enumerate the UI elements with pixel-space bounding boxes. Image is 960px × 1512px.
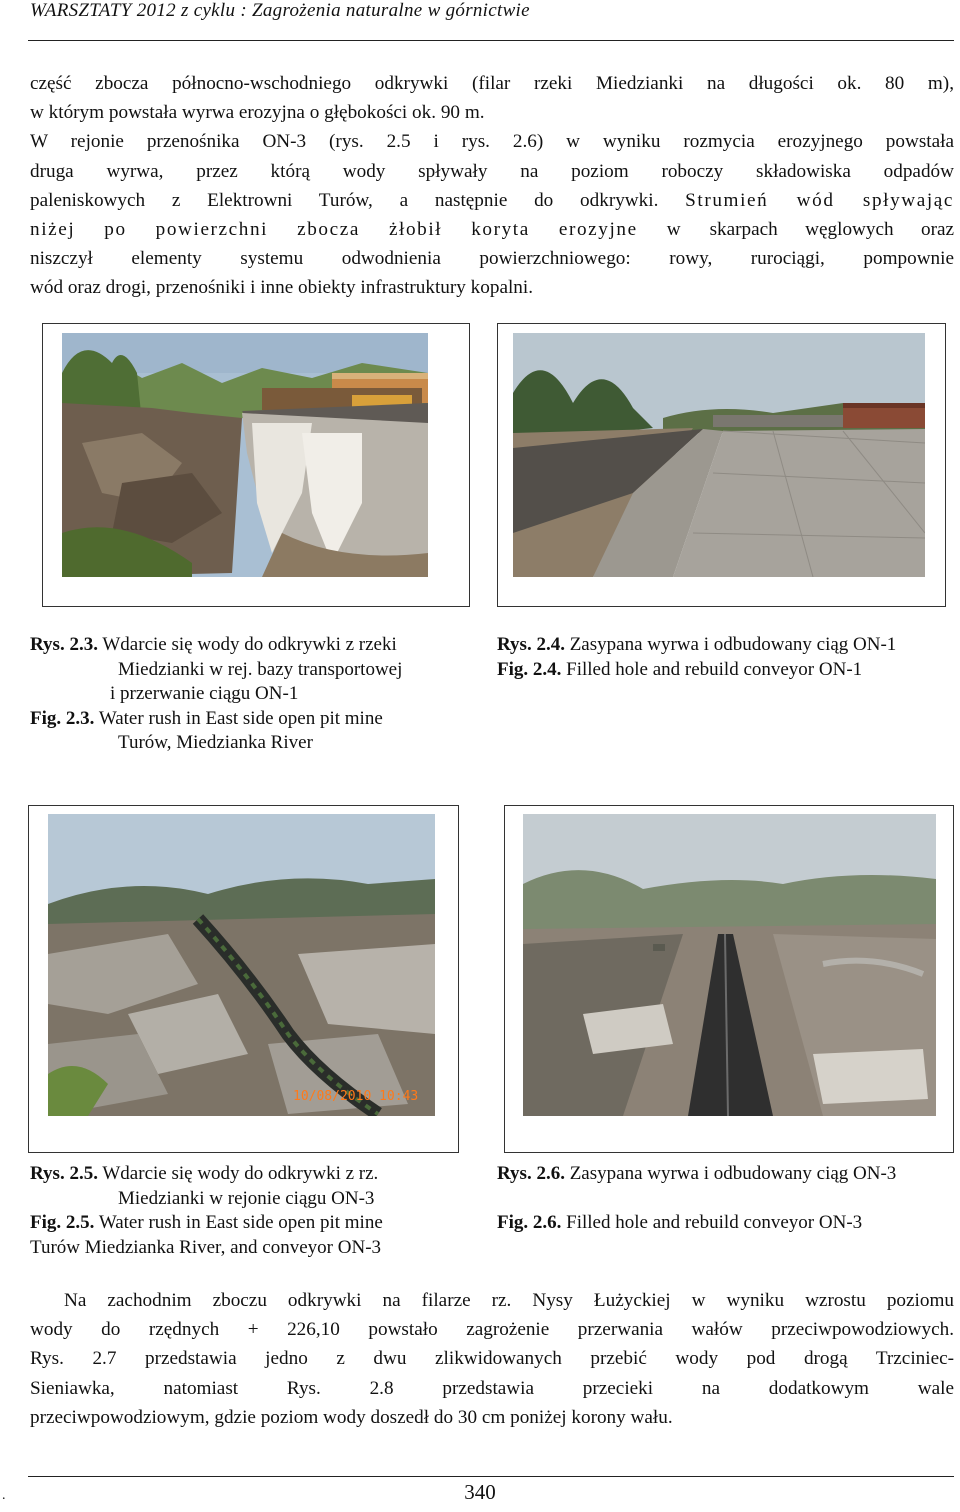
caption-label: Rys. 2.4.: [497, 634, 565, 655]
caption-fig-2-3: [30, 633, 470, 756]
caption-text: Filled hole and rebuild conveyor ON-1: [566, 658, 863, 680]
header-divider: [28, 40, 954, 41]
corner-mark: .: [2, 1488, 6, 1503]
caption-fig-2-6: [497, 1162, 957, 1236]
caption-text: Zasypana wyrwa i odbudowany ciąg ON-1: [569, 634, 897, 655]
caption-text: Filled hole and rebuild conveyor ON-3: [566, 1212, 863, 1233]
caption-text: Miedzianki w rej. bazy transportowej: [118, 658, 403, 680]
intro-line: w którym powstała wyrwa erozyjna o głębokości ok. 90 m.: [30, 102, 485, 124]
intro-line: druga wyrwa, przez którą wody spływały na poziom roboczy składowiska odpadów: [30, 160, 954, 182]
closing-line: Na zachodnim zboczu odkrywki na filarze rz. Nysy Łużyckiej w wyniku wzrostu poziomu: [64, 1290, 954, 1311]
closing-line: Sieniawka, natomiast Rys. 2.8 przedstawia przecieki na dodatkowym wale: [30, 1377, 954, 1399]
intro-line: wód oraz drogi, przenośniki i inne obiekty infrastruktury kopalni.: [30, 277, 534, 299]
intro-line: niszczył elementy systemu odwodnienia powierzchniowego: rowy, rurociągi, pompownie: [30, 248, 954, 270]
running-header: WARSZTATY 2012 z cyklu : Zagrożenia naturalne w górnictwie: [30, 0, 530, 21]
caption-label: Fig. 2.3.: [30, 707, 95, 729]
caption-text: Wdarcie się wody do odkrywki z rz.: [102, 1163, 379, 1184]
intro-line: [30, 215, 954, 244]
intro-text-spaced: niżej po powierzchni zbocza żłobił koryta erozyjne w: [30, 219, 683, 241]
caption-text: Turów, Miedzianka River: [118, 732, 313, 753]
closing-paragraph: [30, 1286, 954, 1432]
footer-divider: [28, 1476, 954, 1477]
intro-line: [30, 186, 954, 215]
caption-label: Rys. 2.6.: [497, 1163, 565, 1184]
caption-label: Fig. 2.6.: [497, 1212, 562, 1233]
intro-line: W rejonie przenośnika ON-3 (rys. 2.5 i rys. 2.6) w wyniku rozmycia erozyjnego powstała: [30, 131, 954, 153]
closing-line: Rys. 2.7 przedstawia jedno z dwu zlikwidowanych przebić wody pod drogą Trzciniec-: [30, 1348, 954, 1370]
photo-rebuilt-conveyor-on1: [513, 333, 925, 577]
caption-fig-2-4: [497, 633, 957, 682]
closing-line: wody do rzędnych + 226,10 powstało zagrożenie przerwania wałów przeciwpowodziowych.: [30, 1319, 954, 1341]
intro-text: skarpach węglowych oraz: [709, 219, 955, 241]
caption-text: Miedzianki w rejonie ciągu ON-3: [118, 1187, 375, 1209]
caption-label: Fig. 2.5.: [30, 1212, 95, 1233]
intro-paragraph: [30, 69, 954, 303]
photo-timestamp: 10/08/2010 10:43: [293, 1089, 419, 1104]
closing-line: przeciwpowodziowym, gdzie poziom wody doszedł do 30 cm poniżej korony wału.: [30, 1406, 673, 1428]
caption-text: i przerwanie ciągu ON-1: [110, 683, 299, 704]
intro-text: paleniskowych z Elektrowni Turów, a następnie do odkrywki.: [30, 189, 659, 211]
intro-text-spaced: Strumień wód spływając: [685, 189, 954, 211]
caption-text: Zasypana wyrwa i odbudowany ciąg ON-3: [569, 1163, 897, 1184]
caption-label: Rys. 2.5.: [30, 1163, 98, 1184]
caption-label: Rys. 2.3.: [30, 634, 98, 655]
photo-water-rush-on1: [62, 333, 428, 577]
caption-label: Fig. 2.4.: [497, 658, 562, 680]
caption-fig-2-5: [30, 1162, 490, 1260]
photo-rebuilt-conveyor-on3: [523, 814, 936, 1116]
page-number: 340: [464, 1480, 496, 1504]
caption-text: Wdarcie się wody do odkrywki z rzeki: [102, 634, 397, 655]
intro-line: część zbocza północno-wschodniego odkrywki (filar rzeki Miedzianki na długości ok. 80 m),: [30, 73, 954, 94]
caption-text: Turów Miedzianka River, and conveyor ON-3: [30, 1236, 382, 1258]
caption-text: Water rush in East side open pit mine: [98, 1212, 383, 1233]
caption-text: Water rush in East side open pit mine: [98, 707, 383, 729]
photo-destroyed-conveyor-on3: [48, 814, 435, 1116]
